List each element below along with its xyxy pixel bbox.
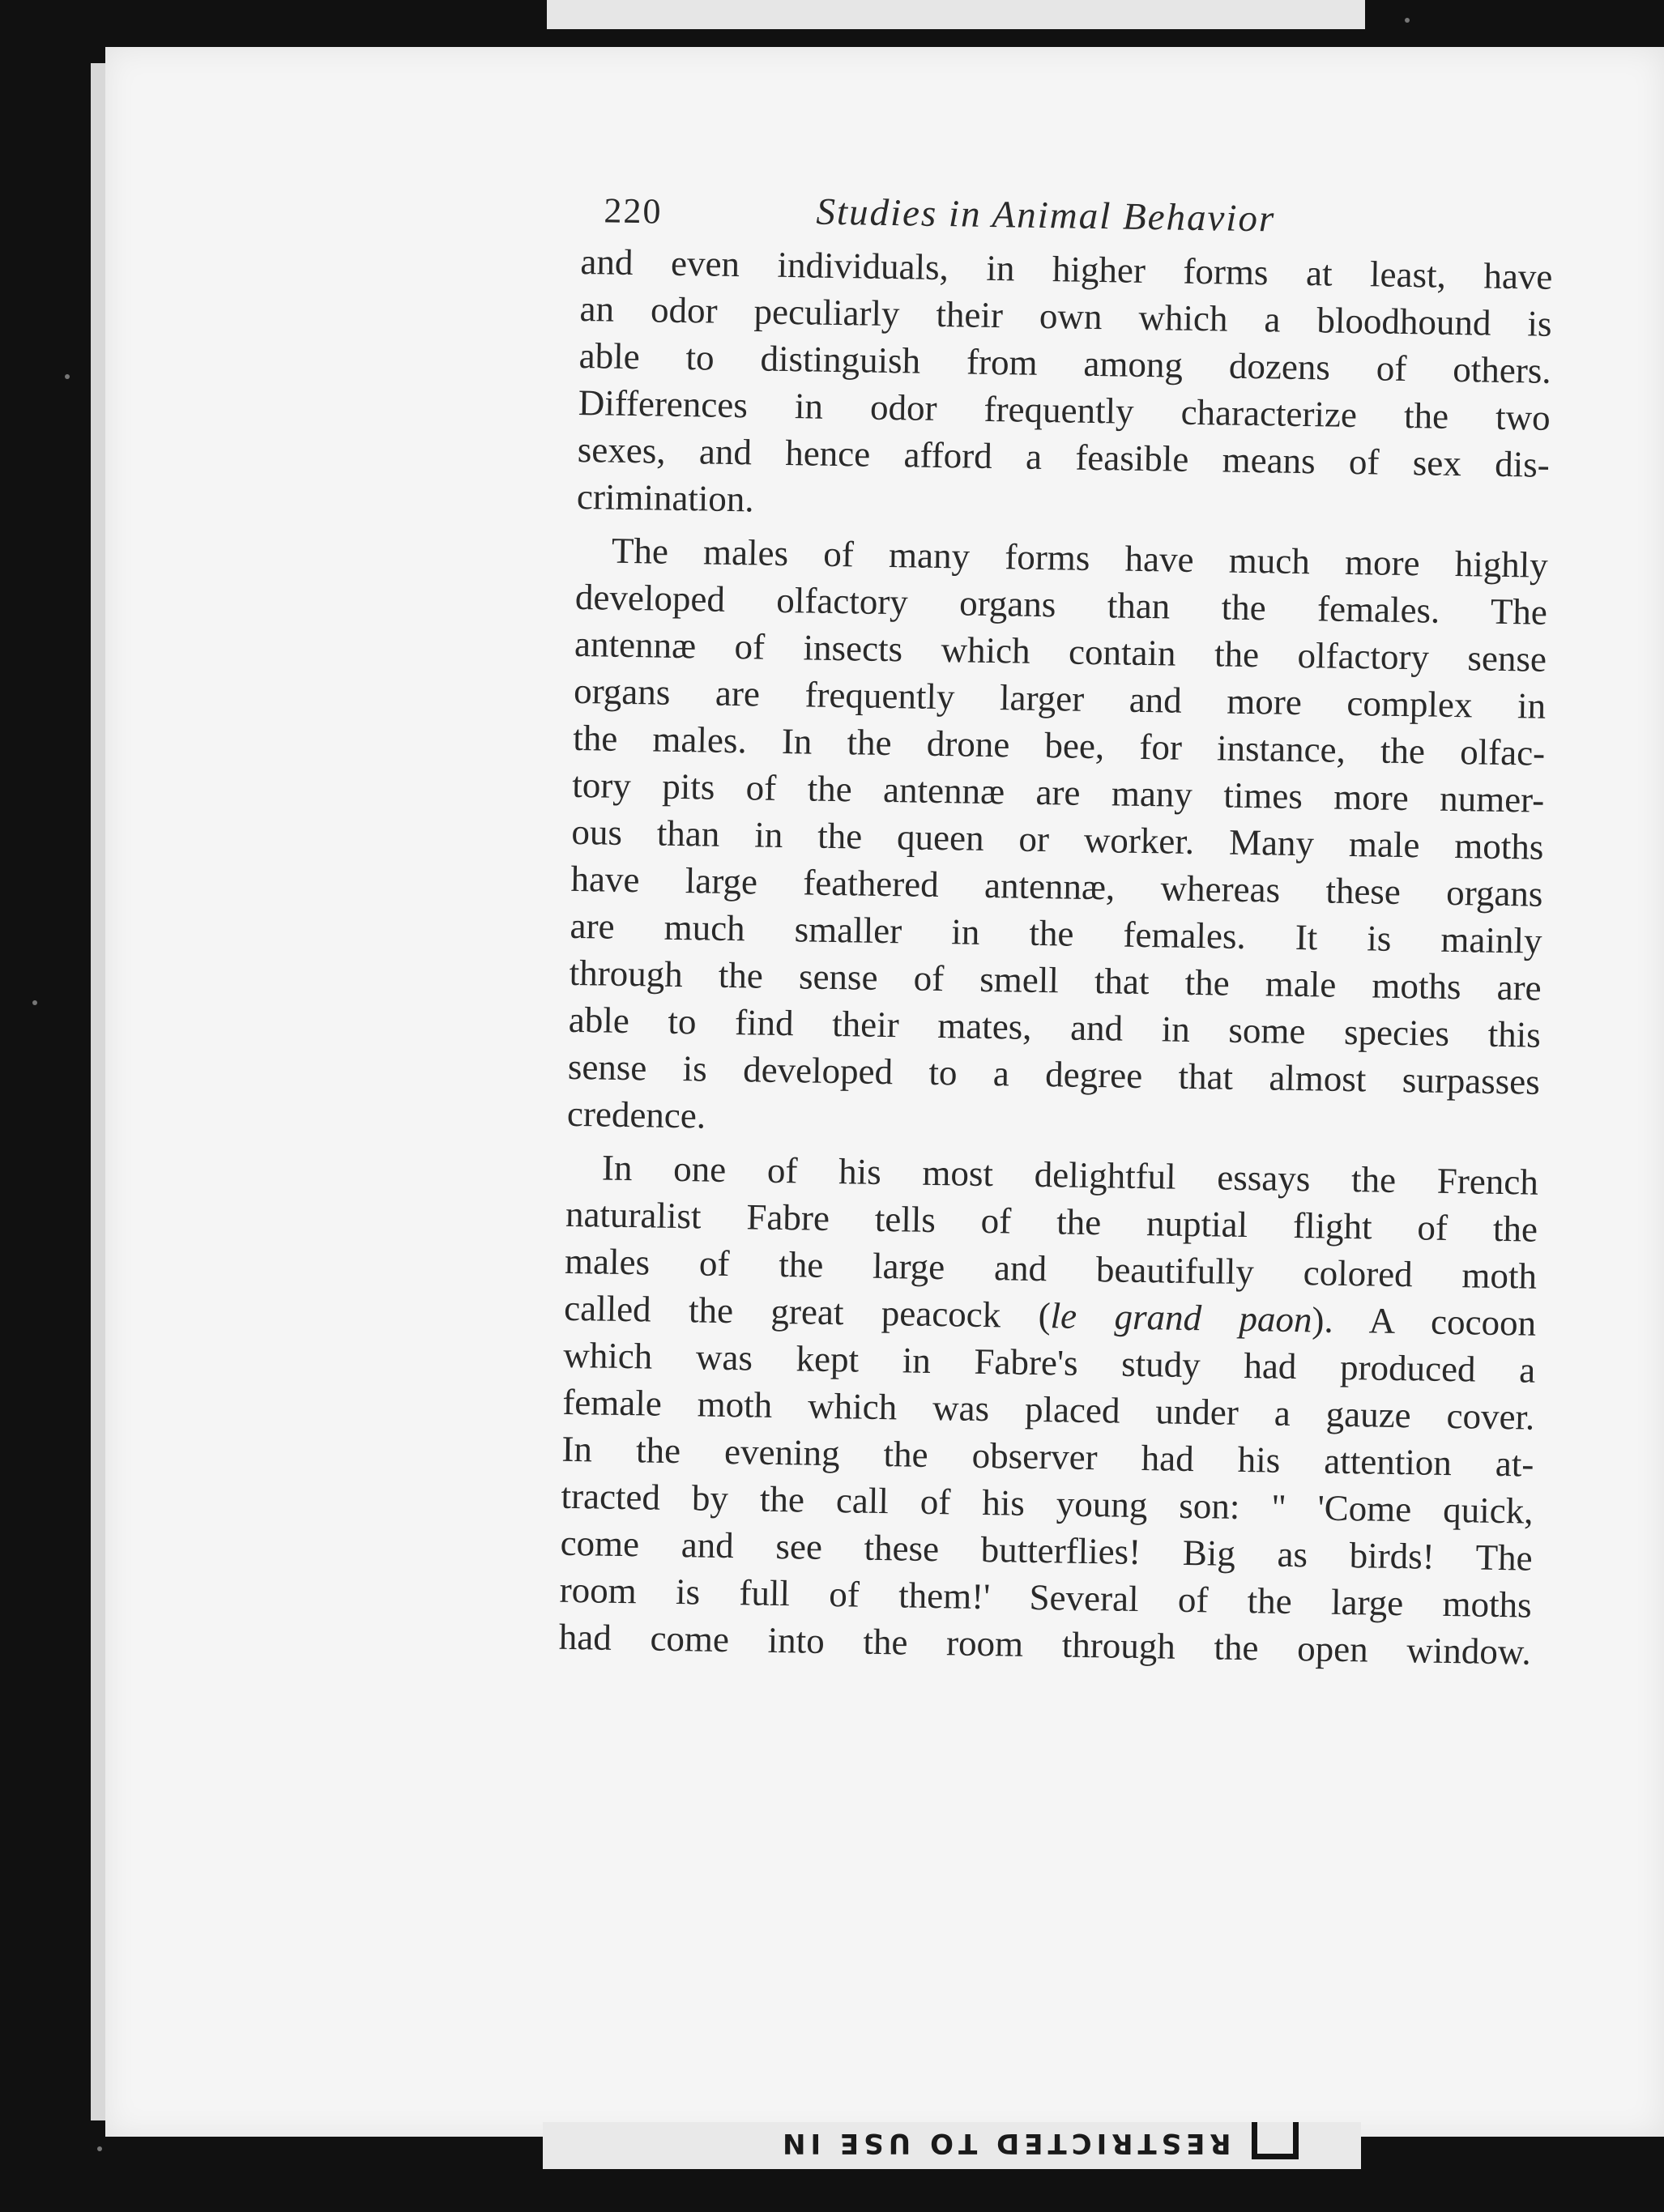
- text-line: naturalist Fabre tells of the nuptial flight of the: [565, 1193, 1538, 1250]
- text-line: which was kept in Fabre's study had produced a: [562, 1334, 1536, 1391]
- dust-speck: [97, 2146, 102, 2151]
- text-line: crimination.: [576, 475, 755, 520]
- paragraph-3: [558, 1144, 1538, 1676]
- text-line: sexes, and hence afford a feasible means of sex dis-: [577, 428, 1551, 485]
- text-line: ous than in the queen or worker. Many male moths: [571, 811, 1544, 867]
- text-line: come and see these butterflies! Big as birds! The: [560, 1522, 1533, 1579]
- text-line: female moth which was placed under a gauze cover.: [562, 1381, 1535, 1438]
- text-line: room is full of them!' Several of the large moths: [559, 1569, 1533, 1626]
- text-line: tracted by the call of his young son: " 'Come quick,: [561, 1475, 1534, 1532]
- text-line: had come into the room through the open window.: [558, 1616, 1532, 1673]
- text-line: sense is developed to a degree that almost surpasses: [567, 1046, 1541, 1102]
- text-line: able to find their mates, and in some species this: [568, 999, 1542, 1055]
- stamp-box-icon: [1252, 2122, 1299, 2159]
- text-line: and even individuals, in higher forms at least, have: [580, 241, 1553, 297]
- text-line: The males of many forms have much more highly: [611, 530, 1549, 586]
- text-line: the males. In the drone bee, for instance, the olfac-: [572, 717, 1546, 774]
- italic-phrase: le grand paon: [1050, 1295, 1312, 1340]
- running-title: Studies in Animal Behavior: [816, 190, 1276, 241]
- text-span: ). A cocoon: [1312, 1299, 1537, 1344]
- text-line: credence.: [566, 1093, 706, 1136]
- text-line: an odor peculiarly their own which a bloodhound is: [579, 288, 1552, 344]
- bottom-edge-strip: [543, 2122, 1361, 2169]
- text-line: through the sense of smell that the male moths are: [569, 952, 1542, 1008]
- text-line: are much smaller in the females. It is mainly: [570, 905, 1542, 961]
- text-span: called the great peacock (: [563, 1287, 1052, 1336]
- paragraph-1: [577, 238, 1553, 535]
- page-text: [558, 186, 1553, 1676]
- top-edge-strip: [547, 0, 1365, 29]
- text-line: tory pits of the antennæ are many times more numer-: [571, 764, 1545, 820]
- paragraph-2: [567, 526, 1549, 1153]
- text-line: able to distinguish from among dozens of others.: [578, 335, 1551, 391]
- text-line: developed olfactory organs than the females. The: [574, 576, 1548, 633]
- dust-speck: [32, 1000, 37, 1005]
- text-line: In one of his most delightful essays the French: [601, 1147, 1539, 1203]
- dust-speck: [1405, 18, 1410, 23]
- dust-speck: [65, 374, 70, 379]
- text-line: antennæ of insects which contain the olfactory sense: [574, 623, 1547, 680]
- text-line: In the evening the observer had his attention at-: [561, 1428, 1534, 1485]
- text-line: males of the large and beautifully colored moth: [564, 1240, 1538, 1297]
- text-line: Differences in odor frequently characterize the two: [578, 381, 1551, 438]
- mirrored-stamp-text: RESTRICTED TO USE IN: [778, 2127, 1231, 2159]
- text-line: have large feathered antennæ, whereas these organs: [570, 858, 1543, 914]
- page-number: 220: [604, 190, 663, 232]
- text-line: organs are frequently larger and more complex in: [573, 670, 1547, 727]
